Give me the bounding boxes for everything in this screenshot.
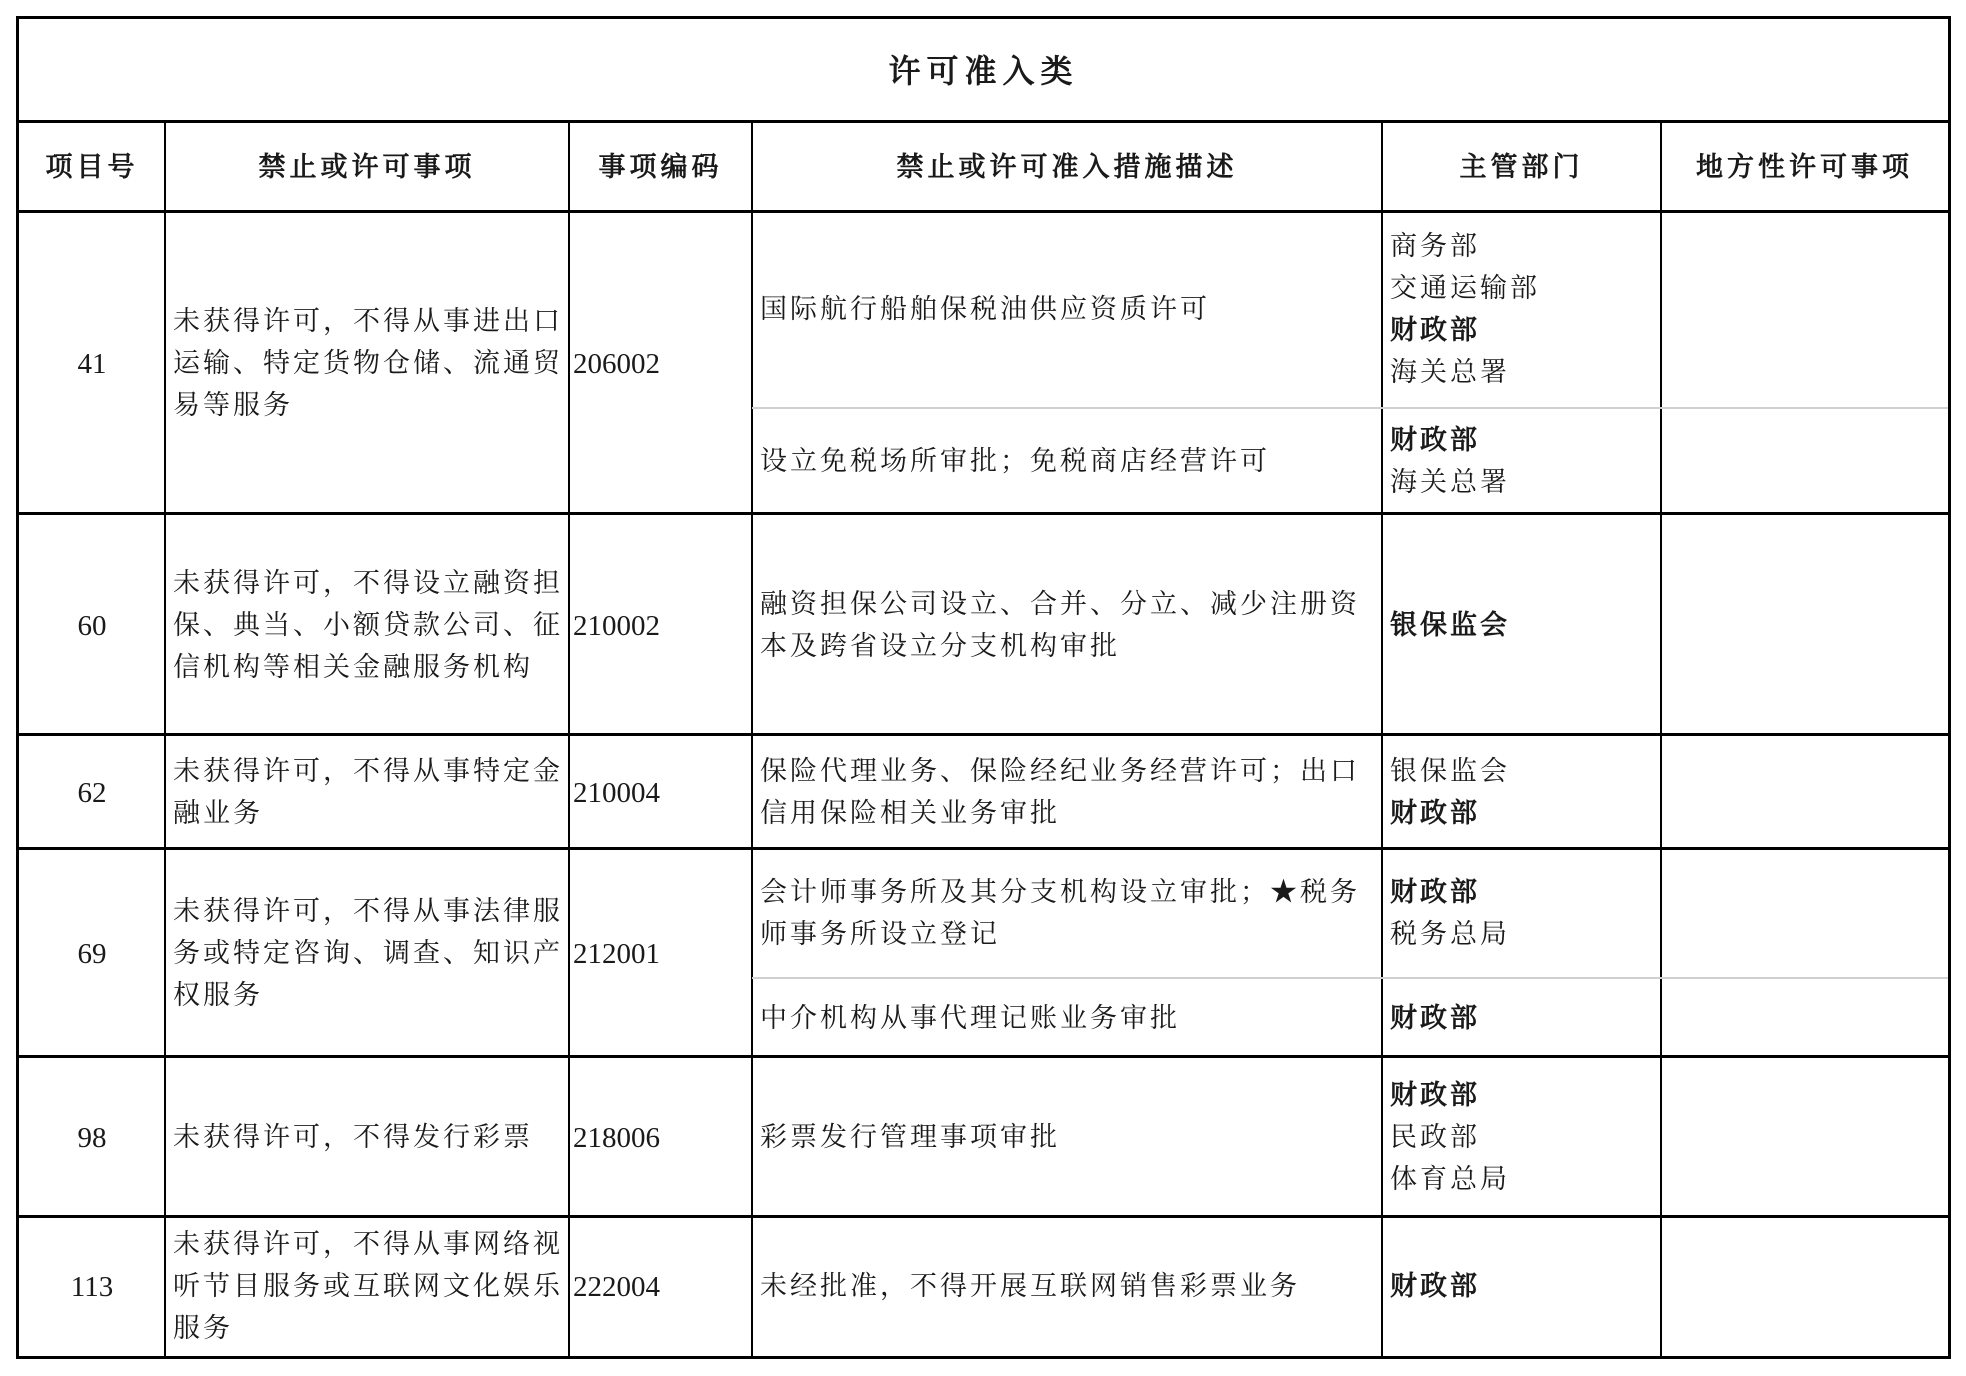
item-no-cell (19, 213, 165, 515)
measure-text: 保险代理业务、保险经纪业务经营许可；出口信用保险相关业务审批 (760, 756, 1360, 829)
matter-cell (165, 1218, 569, 1356)
measure-text: 设立免税场所审批；免税商店经营许可 (760, 446, 1270, 477)
code-cell (569, 1218, 752, 1356)
department-name: 民政部 (1390, 1122, 1480, 1153)
measure-cell (752, 736, 1382, 850)
department-name: 体育总局 (1390, 1164, 1510, 1195)
department-name: 海关总署 (1390, 467, 1510, 498)
code-cell (569, 736, 752, 850)
code-text: 206002 (573, 348, 660, 380)
header-local (1661, 123, 1948, 213)
measure-cell (752, 213, 1382, 407)
item-no-cell (19, 1058, 165, 1218)
department-cell (1382, 850, 1661, 978)
license-access-table (16, 16, 1951, 1359)
item-no: 69 (77, 938, 107, 970)
measure-cell (752, 1058, 1382, 1218)
measure-cell (752, 1218, 1382, 1356)
code-text: 210004 (573, 777, 660, 809)
department-name: 海关总署 (1390, 357, 1510, 388)
item-no-cell (19, 1218, 165, 1356)
matter-cell (165, 213, 569, 515)
header-label: 主管部门 (1459, 152, 1584, 183)
matter-text: 未获得许可，不得从事进出口运输、特定货物仓储、流通贸易等服务 (173, 306, 563, 421)
department-cell (1382, 736, 1661, 850)
item-no: 62 (77, 777, 107, 809)
matter-text: 未获得许可，不得发行彩票 (173, 1122, 533, 1153)
table-title (19, 19, 1948, 123)
code-text: 212001 (573, 938, 660, 970)
code-text: 210002 (573, 609, 660, 642)
table-title-text: 许可准入类 (888, 52, 1079, 90)
measure-text: 彩票发行管理事项审批 (760, 1122, 1060, 1153)
item-no: 60 (77, 609, 107, 642)
department-cell (1382, 515, 1661, 736)
department-cell (1382, 213, 1661, 407)
header-department (1382, 123, 1661, 213)
measure-text: 会计师事务所及其分支机构设立审批；★税务师事务所设立登记 (760, 877, 1360, 950)
measure-cell (752, 515, 1382, 736)
item-no-cell (19, 850, 165, 1058)
code-cell (569, 515, 752, 736)
department-cell (1382, 1058, 1661, 1218)
header-code (569, 123, 752, 213)
header-label: 事项编码 (598, 152, 723, 183)
department-name: 交通运输部 (1390, 273, 1540, 304)
matter-cell (165, 515, 569, 736)
header-label: 禁止或许可准入措施描述 (896, 152, 1238, 183)
measure-text: 融资担保公司设立、合并、分立、减少注册资本及跨省设立分支机构审批 (760, 588, 1360, 662)
code-text: 218006 (573, 1122, 660, 1154)
matter-text: 未获得许可，不得从事特定金融业务 (173, 756, 563, 829)
code-cell (569, 213, 752, 515)
matter-cell (165, 850, 569, 1058)
department-name-lead: 财政部 (1390, 315, 1480, 346)
department-name: 银保监会 (1390, 756, 1510, 787)
department-name: 商务部 (1390, 231, 1480, 262)
header-matter (165, 123, 569, 213)
header-label: 禁止或许可事项 (258, 152, 476, 183)
header-label: 项目号 (45, 152, 139, 183)
matter-text: 未获得许可，不得从事法律服务或特定咨询、调查、知识产权服务 (173, 896, 563, 1011)
department-cell (1382, 979, 1661, 1058)
measure-cell (752, 409, 1382, 515)
matter-text: 未获得许可，不得从事网络视听节目服务或互联网文化娱乐服务 (173, 1229, 563, 1344)
department-name-lead: 财政部 (1390, 1080, 1480, 1111)
item-no-cell (19, 736, 165, 850)
measure-text: 中介机构从事代理记账业务审批 (760, 1002, 1180, 1034)
item-no: 98 (77, 1122, 107, 1154)
matter-cell (165, 736, 569, 850)
department-cell (1382, 1218, 1661, 1356)
measure-cell (752, 850, 1382, 978)
matter-text: 未获得许可，不得设立融资担保、典当、小额贷款公司、征信机构等相关金融服务机构 (173, 567, 563, 683)
department-name-lead: 财政部 (1390, 1002, 1480, 1034)
measure-cell (752, 979, 1382, 1058)
header-measure (752, 123, 1382, 213)
department-name-lead: 财政部 (1390, 425, 1480, 456)
department-name-lead: 财政部 (1390, 798, 1480, 829)
matter-cell (165, 1058, 569, 1218)
code-text: 222004 (573, 1271, 660, 1303)
department-name-lead: 银保监会 (1390, 609, 1510, 641)
item-no: 41 (77, 348, 107, 380)
department-name-lead: 财政部 (1390, 877, 1480, 908)
department-cell (1382, 409, 1661, 515)
header-label: 地方性许可事项 (1696, 152, 1913, 183)
measure-text: 国际航行船舶保税油供应资质许可 (760, 294, 1210, 325)
code-cell (569, 850, 752, 1058)
item-no-cell (19, 515, 165, 736)
department-name: 税务总局 (1390, 919, 1510, 950)
code-cell (569, 1058, 752, 1218)
department-name-lead: 财政部 (1390, 1271, 1480, 1302)
header-item-no (19, 123, 165, 213)
measure-text: 未经批准，不得开展互联网销售彩票业务 (760, 1271, 1300, 1302)
item-no: 113 (70, 1271, 114, 1303)
